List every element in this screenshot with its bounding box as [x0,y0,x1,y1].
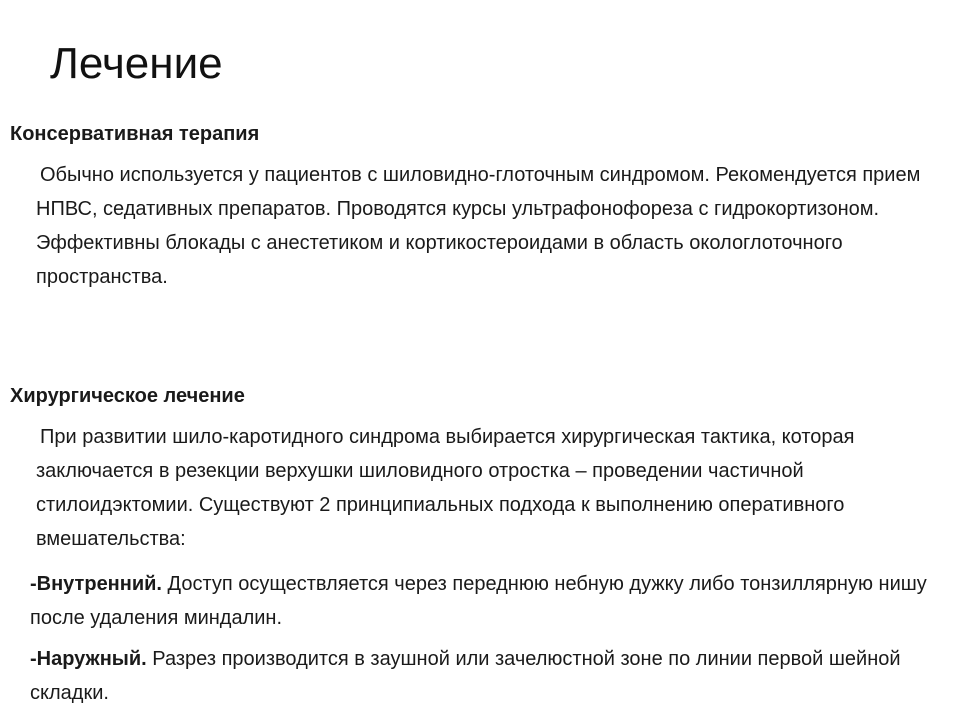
paragraph-conservative-text: Обычно используется у пациентов с шиловидно-глоточным синдромом. Рекомендуется прием НПВС, седативных препаратов. Проводятся курсы ультрафонофореза с гидрокортизоном. Эффективны блокады с анестетиком и кортикостероидами в область окологлоточного пространства. [36,164,921,288]
paragraph-conservative [36,158,946,294]
approach-external-label: -Наружный. [30,648,147,670]
section-heading-surgical: Хирургическое лечение [10,385,245,407]
section-heading-conservative: Консервативная терапия [10,123,260,145]
approach-internal-text: Доступ осуществляется через переднюю небную дужку либо тонзиллярную нишу после удаления миндалин. [30,573,927,629]
paragraph-surgical [36,420,946,556]
approach-external [30,642,940,710]
paragraph-surgical-text: При развитии шило-каротидного синдрома выбирается хирургическая тактика, которая заключается в резекции верхушки шиловидного отростка – проведении частичной стилоидэктомии. Существуют 2 принципиальных подхода к выполнению оперативного вмешательства: [36,426,855,550]
approach-external-text: Разрез производится в заушной или зачелюстной зоне по линии первой шейной складки. [30,648,901,704]
approach-internal-label: -Внутренний. [30,573,162,595]
page-title: Лечение [50,39,223,88]
approach-internal [30,567,940,635]
